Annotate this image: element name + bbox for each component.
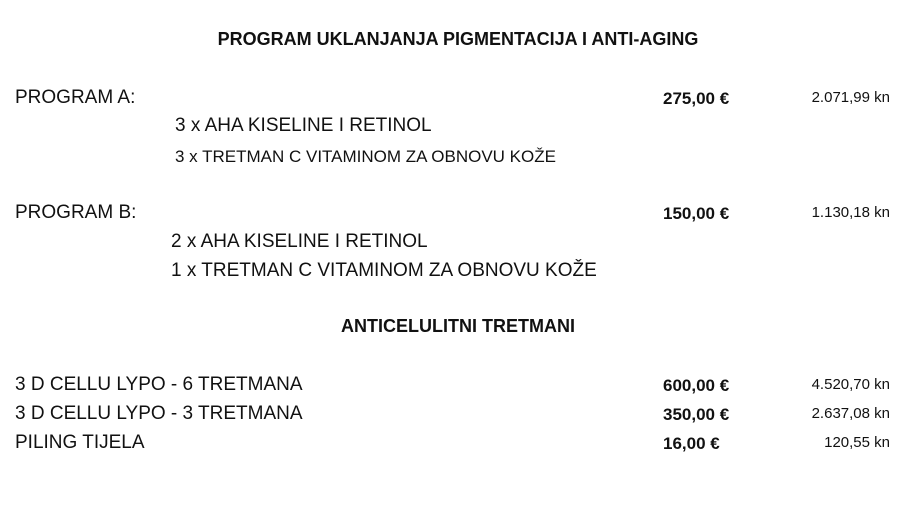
- treatment-price-eur: 16,00 €: [663, 434, 720, 453]
- program-b-item: 1 x TRETMAN C VITAMINOM ZA OBNOVU KOŽE: [171, 260, 597, 281]
- treatment-price-eur: 600,00 €: [663, 376, 730, 395]
- treatment-price-kn: 2.637,08 kn: [811, 405, 890, 422]
- program-b-price-eur: 150,00 €: [663, 204, 730, 223]
- program-b-price-kn: 1.130,18 kn: [811, 204, 890, 221]
- program-a-price-eur: 275,00 €: [663, 89, 730, 108]
- section-title-pigmentation: PROGRAM UKLANJANJA PIGMENTACIJA I ANTI-AGING: [217, 29, 699, 49]
- treatment-price-kn: 4.520,70 kn: [811, 376, 890, 393]
- program-a-label: PROGRAM A:: [15, 87, 136, 108]
- treatment-name: 3 D CELLU LYPO - 3 TRETMANA: [15, 403, 303, 424]
- section-title-anticellulite: ANTICELULITNI TRETMANI: [341, 316, 575, 336]
- program-a-item: 3 x AHA KISELINE I RETINOL: [175, 115, 432, 136]
- treatment-price-kn: 120,55 kn: [824, 434, 890, 451]
- program-b-label: PROGRAM B:: [15, 202, 137, 223]
- program-a-item: 3 x TRETMAN C VITAMINOM ZA OBNOVU KOŽE: [175, 147, 556, 166]
- treatment-name: 3 D CELLU LYPO - 6 TRETMANA: [15, 374, 303, 395]
- treatment-name: PILING TIJELA: [15, 432, 145, 453]
- treatment-price-eur: 350,00 €: [663, 405, 730, 424]
- program-b-item: 2 x AHA KISELINE I RETINOL: [171, 231, 428, 252]
- program-a-price-kn: 2.071,99 kn: [811, 89, 890, 106]
